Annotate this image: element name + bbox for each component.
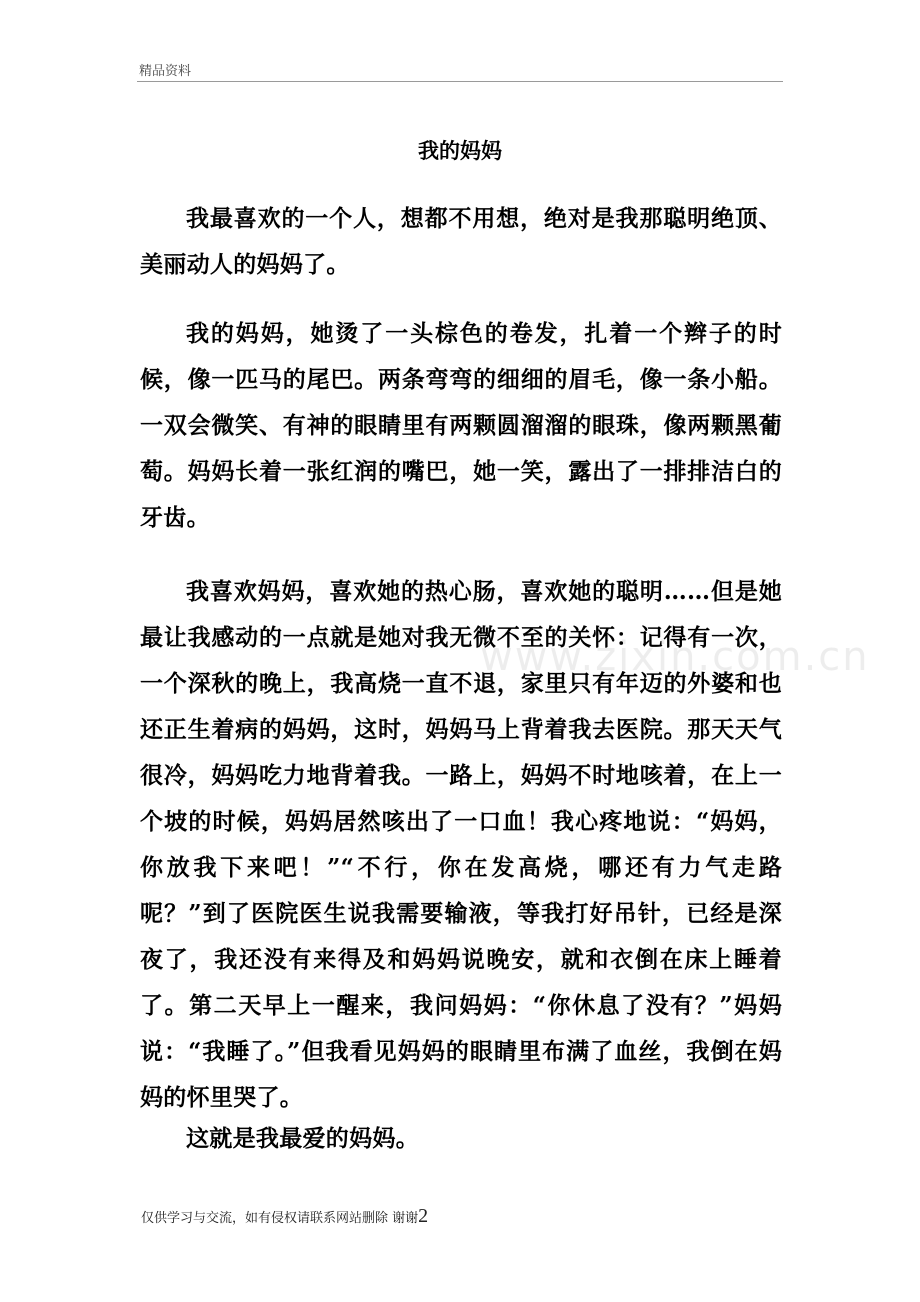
header-divider [137, 81, 783, 82]
footer-note: 仅供学习与交流，如有侵权请联系网站删除 谢谢 [141, 1211, 419, 1226]
page-number: 2 [418, 1205, 429, 1227]
paragraph: 我最喜欢的一个人，想都不用想，绝对是我那聪明绝顶、美丽动人的妈妈了。 [140, 205, 782, 278]
document-title: 我的妈妈 [418, 138, 502, 163]
paragraph: 我的妈妈，她烫了一头棕色的卷发，扎着一个辫子的时候，像一匹马的尾巴。两条弯弯的细细的眉毛，像一条小船。一双会微笑、有神的眼睛里有两颗圆溜溜的眼珠，像两颗黑葡萄。妈妈长着一张红润的嘴巴，她一笑，露出了一排排洁白的牙齿。 [140, 320, 782, 531]
header-label: 精品资料 [139, 64, 192, 79]
footer [141, 1206, 428, 1229]
paragraph: 这就是我最爱的妈妈。 [186, 1125, 419, 1152]
paragraph: 我喜欢妈妈，喜欢她的热心肠，喜欢她的聪明……但是她最让我感动的一点就是她对我无微不至的关怀：记得有一次，一个深秋的晚上，我高烧一直不退，家里只有年迈的外婆和也还正生着病的妈妈，这时，妈妈马上背着我去医院。那天天气很冷，妈妈吃力地背着我。一路上，妈妈不时地咳着，在上一个坡的时候，妈妈居然咳出了一口血！我心疼地说：“妈妈，你放我下来吧！”“不行，你在发高烧，哪还有力气走路呢？”到了医院医生说我需要输液，等我打好吊针，已经是深夜了，我还没有来得及和妈妈说晚安，就和衣倒在床上睡着了。第二天早上一醒来，我问妈妈：“你休息了没有？”妈妈说：“我睡了。”但我看见妈妈的眼睛里布满了血丝，我倒在妈妈的怀里哭了。 [140, 578, 782, 1111]
watermark: www.zixin.com.cn [480, 634, 870, 680]
